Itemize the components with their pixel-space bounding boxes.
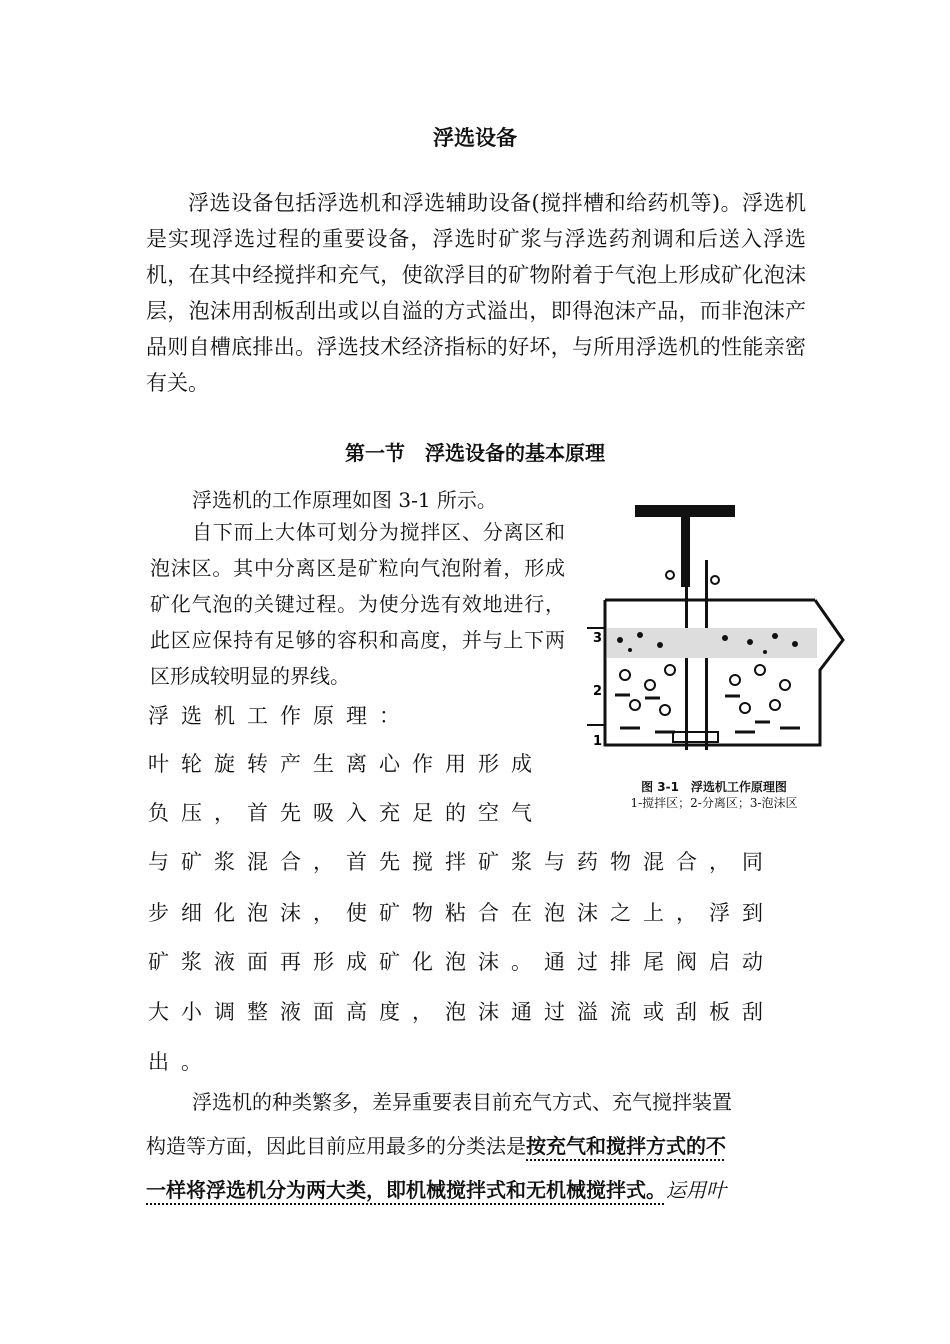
principle-line: 与矿浆混合，首先搅拌矿浆与药物混合，同 [148,850,775,874]
closing-line [146,1168,806,1212]
principle-line: 负压，首先吸入充足的空气 [148,801,544,825]
page-title: 浮选设备 [433,126,517,150]
flotation-machine-diagram [585,500,845,765]
principle-line: 出。 [148,1050,214,1074]
emphasis-text: 按充气和搅拌方式的不 [526,1134,726,1158]
figure-legend: 1-搅拌区；2-分离区；3-泡沫区 [630,796,798,810]
principle-line: 步细化泡沫，使矿物粘合在泡沫之上，浮到 [148,901,775,925]
principle-heading: 浮选机工作原理： [148,704,412,728]
italic-text: 运用叶 [666,1178,726,1202]
zone-label-2: 2 [593,684,603,699]
emphasis-text: 一样将浮选机分为两大类，即机械搅拌式和无机械搅拌式。 [146,1178,666,1202]
figure-reference-text: 浮选机的工作原理如图 3-1 所示。 [192,488,497,512]
principle-line: 矿浆液面再形成矿化泡沫。通过排尾阀启动 [148,950,775,974]
closing-line [146,1124,806,1168]
principle-line: 大小调整液面高度，泡沫通过溢流或刮板刮 [148,1000,775,1024]
figure-caption: 图 3-1 浮选机工作原理图 [641,780,787,794]
zone-label-1: 1 [593,734,603,749]
section-heading: 第一节 浮选设备的基本原理 [345,441,605,465]
closing-line: 浮选机的种类繁多，差异重要表目前充气方式、充气搅拌装置 [192,1090,732,1114]
zone-label-3: 3 [593,631,603,646]
zone-description-paragraph: 自下而上大体可划分为搅拌区、分离区和泡沫区。其中分离区是矿粒向气泡附着，形成矿化气泡的关键过程。为使分选有效地进行，此区应保持有足够的容积和高度，并与上下两区形成较明显的界线。 [150,520,565,688]
intro-paragraph: 浮选设备包括浮选机和浮选辅助设备(搅拌槽和给药机等)。浮选机是实现浮选过程的重要设备，浮选时矿浆与浮选药剂调和后送入浮选机，在其中经搅拌和充气，使欲浮目的矿物附着于气泡上形成矿化泡沫层，泡沫用刮板刮出或以自溢的方式溢出，即得泡沫产品，而非泡沫产品则自槽底排出。浮选技术经济指标的好坏，与所用浮选机的性能亲密有关。 [146,191,806,395]
closing-text: 构造等方面，因此目前应用最多的分类法是 [146,1134,526,1158]
principle-line: 叶轮旋转产生离心作用形成 [148,752,544,776]
